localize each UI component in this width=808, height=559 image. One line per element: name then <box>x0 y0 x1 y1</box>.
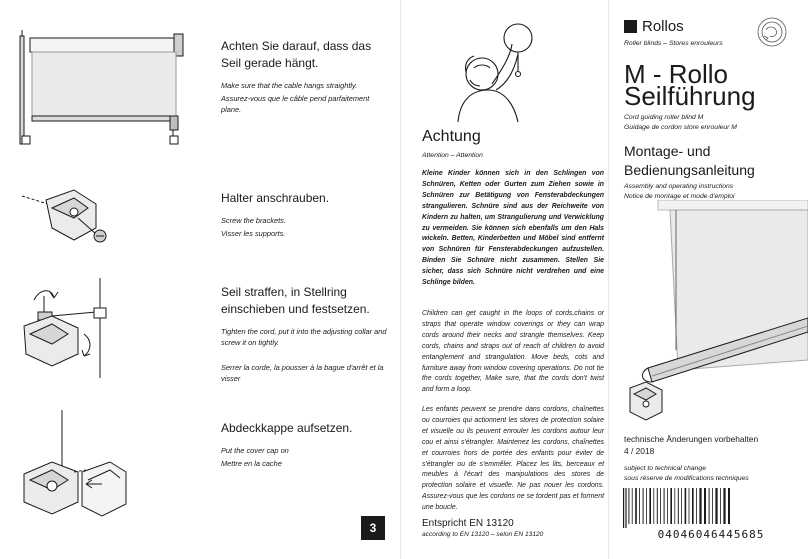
manual-subtitle <box>624 182 735 202</box>
attention-text-en: Children can get caught in the loops of cords,chains or straps that operate window coverings or they can wrap cords around their necks and strangle themselves. Keep cords, chains and straps out of reach of children to avoid entanglement and strangulation. Move beds, cots and furniture away from window covering operations. Do not tie the cords together, Make sure, that the cords don't twist and form a loop. <box>422 310 604 394</box>
barcode-bar <box>667 488 668 524</box>
barcode-bar <box>709 488 710 524</box>
step-screw-brackets <box>221 190 391 239</box>
barcode-bar <box>685 488 687 524</box>
step-text-fr: Assurez-vous que le câble pend parfaitement plane. <box>221 94 370 114</box>
attention-text-de: Kleine Kinder können sich in den Schlingen von Schnüren, Ketten oder Gurten zum Ziehen sowie in Schnüren zur Betätigung von Fensterabdeckungen strangulieren. Schnüre sind aus der Reichweite von Kindern zu halten, um Strangulierung und Verwicklung zu vermeiden. Sie können sich ebenfalls um den Hals wickeln. Betten, Kinderbetten und Möbel sind entfernt von Schnüren für Fensterabdeckungen aufzustellen. Binden Sie Schnüre nicht zusammen. Stellen Sie sicher, dass sich Schnüre nicht verdrehen und eine Schlinge bilden. <box>422 170 604 287</box>
manual-subtitle-fr: Notice de montage et mode d'emploi <box>624 193 735 200</box>
barcode-bar <box>628 488 629 524</box>
child-warning-illustration <box>452 14 552 124</box>
page-number: 3 <box>361 516 385 540</box>
step-title: Seil straffen, in Stellring einschieben und festsetzen. <box>221 285 370 316</box>
bracket-screw-illustration <box>22 184 114 248</box>
product-title-line2: Seilführung <box>624 81 756 111</box>
attention-subtitle: Attention – Attention <box>422 152 483 159</box>
barcode-bar <box>712 488 713 524</box>
barcode-bar <box>649 488 651 524</box>
technical-changes-note: technische Änderungen vorbehalten <box>624 434 759 444</box>
barcode-bar <box>646 488 647 524</box>
barcode-bar <box>696 488 697 524</box>
subject-to-change-en: subject to technical change <box>624 465 706 472</box>
tighten-cord-illustration <box>18 278 128 378</box>
step-check-cable <box>221 38 391 115</box>
barcode-bar <box>639 488 640 524</box>
step-text-en: Put the cover cap on <box>221 446 289 455</box>
step-text-fr: Mettre en la cache <box>221 459 282 468</box>
roller-blind-illustration <box>618 200 808 430</box>
barcode-bar <box>689 488 690 524</box>
step-text-en: Tighten the cord, put it into the adjusting collar and screw it on tightly. <box>221 327 387 347</box>
barcode-number: 04046046445685 <box>657 528 765 541</box>
step-title: Achten Sie darauf, dass das Seil gerade hängt. <box>221 39 372 70</box>
step-text-en: Screw the brackets. <box>221 216 286 225</box>
product-title-line1: M - Rollo <box>624 59 729 89</box>
barcode-bar <box>674 488 675 524</box>
barcode-bar <box>635 488 637 524</box>
manual-title <box>624 142 755 180</box>
step-cover-cap <box>221 420 391 469</box>
manual-subtitle-en: Assembly and operating instructions <box>624 183 734 190</box>
norm-title: Entspricht EN 13120 <box>422 518 514 529</box>
barcode-bar <box>625 488 626 528</box>
step-text-en: Make sure that the cable hangs straightly. <box>221 81 358 90</box>
barcode-bar <box>664 488 665 524</box>
product-subtitle-fr: Guidage de cordon store enrouleur M <box>624 124 737 131</box>
barcode-bar <box>670 488 672 524</box>
product-subtitle <box>624 113 737 133</box>
barcode-bar <box>692 488 694 524</box>
barcode-bar <box>715 488 717 524</box>
cover-cap-illustration <box>22 410 132 530</box>
barcode-bar <box>699 488 701 524</box>
brand-subtitle: Roller blinds – Stores enrouleurs <box>624 40 723 47</box>
barcode-bar <box>643 488 644 524</box>
barcode-bar <box>681 488 682 524</box>
barcode-bar <box>720 488 721 524</box>
barcode-bar <box>632 488 633 524</box>
barcode-bar <box>678 488 679 524</box>
globe-logo-icon <box>756 16 788 48</box>
barcode-image <box>621 488 801 528</box>
brand-header <box>624 18 684 35</box>
subject-to-change-fr: sous réserve de modifications techniques <box>624 475 749 482</box>
edition-date: 4 / 2018 <box>624 446 655 456</box>
brand-square-icon <box>624 20 637 33</box>
barcode-bar <box>704 488 706 524</box>
attention-text-fr: Les enfants peuvent se prendre dans cordons, chaînettes ou courroies qui actionnent les stores de protection solaire et visuelle ou ils peuvent enrouler les cordons autour leur cou et ainsi s'étrangler. Maintenez les cordons, chaînettes et courroies hors de portée des enfants pour éviter de s'étrangler ou de s'emmêler. Placez les lits, berceaux et meubles à l'écart des manipulations des stores de protection solaire et visuelle. Ne pas nouer les cordons. Assurez-vous que les cordons ne se tordent pas et forment une boucle. <box>422 406 604 512</box>
manual-title-line1: Montage- und <box>624 143 711 159</box>
blind-hanging-illustration <box>18 30 190 148</box>
step-text-fr: Visser les supports. <box>221 229 286 238</box>
barcode-bar <box>728 488 730 524</box>
step-title: Halter anschrauben. <box>221 191 330 205</box>
barcode-bar <box>653 488 654 524</box>
barcode-bar <box>660 488 661 524</box>
manual-title-line2: Bedienungsanleitung <box>624 162 755 178</box>
barcode-bar <box>623 488 624 528</box>
step-title: Abdeckkappe aufsetzen. <box>221 421 353 435</box>
brand-name: Rollos <box>642 18 684 35</box>
step-tighten-cord <box>221 284 391 384</box>
step-text-fr: Serrer la corde, la pousser à la bague d'arrêt et la visser <box>221 363 384 383</box>
subject-to-change <box>624 464 749 484</box>
barcode-bar <box>657 488 658 524</box>
barcode-bar <box>723 488 725 524</box>
attention-title: Achtung <box>422 128 481 145</box>
product-subtitle-en: Cord guiding roller blind M <box>624 114 704 121</box>
norm-subtitle: according to EN 13120 – selon EN 13120 <box>422 531 544 538</box>
